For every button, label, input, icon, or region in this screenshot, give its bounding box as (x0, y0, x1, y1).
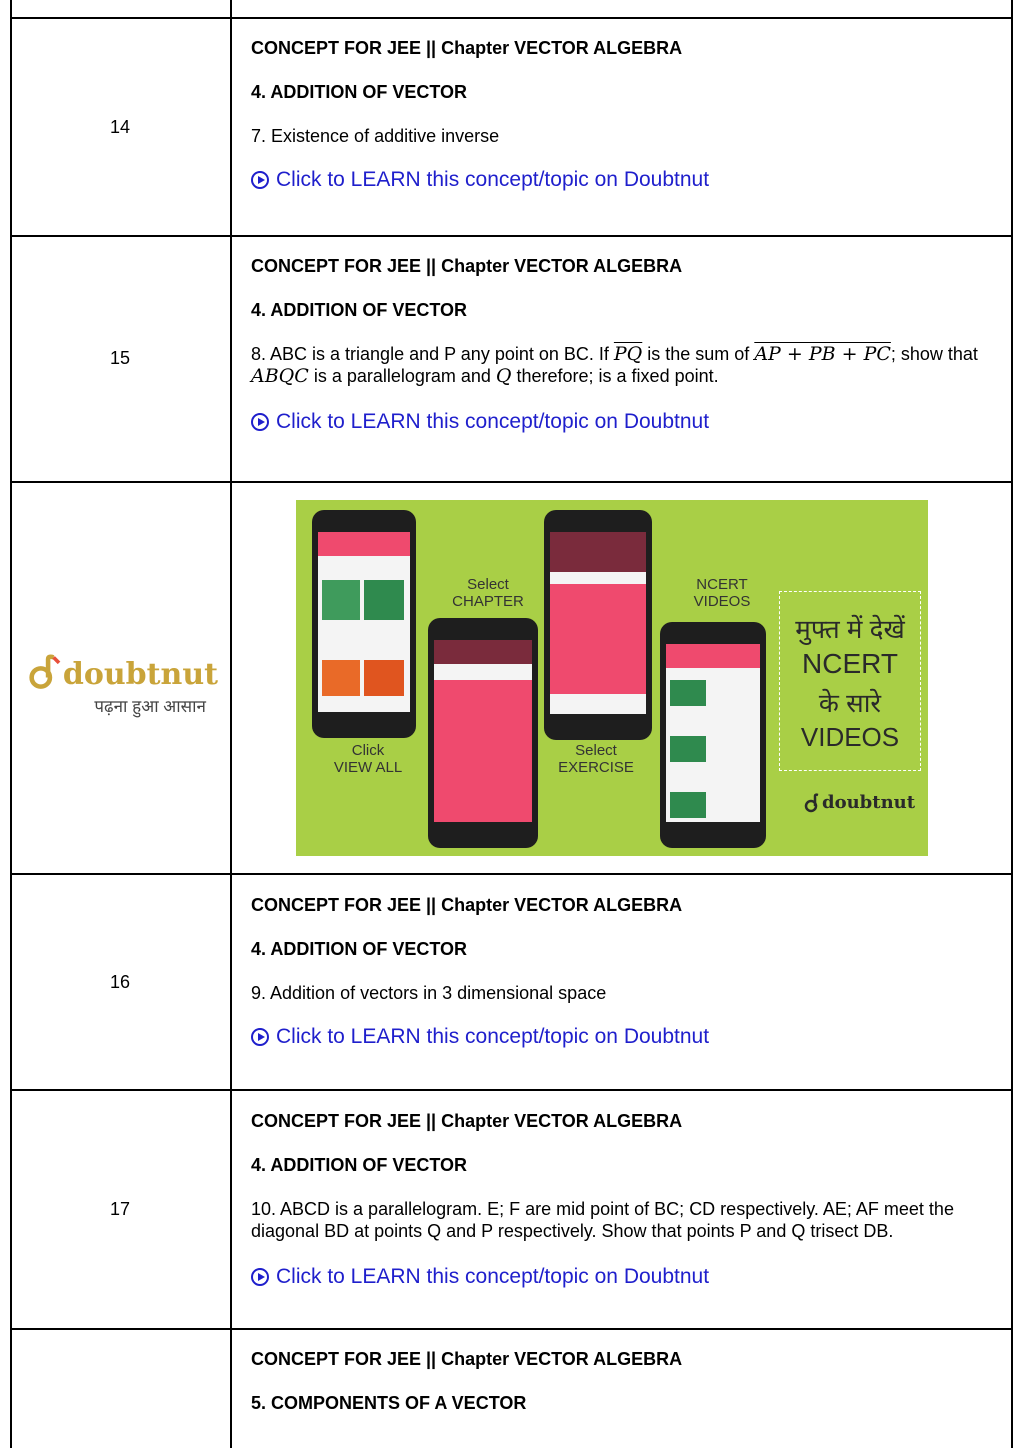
section-title: 4. ADDITION OF VECTOR (251, 300, 468, 320)
table-row (251, 1348, 1011, 1414)
row-number: 15 (109, 348, 131, 368)
table-border-left (10, 0, 12, 1448)
math-vector-sum: AP + PB + PC (754, 343, 891, 365)
table-row (251, 894, 1011, 1050)
learn-link[interactable] (251, 409, 1011, 435)
caption-select-chapter: Select CHAPTER (452, 576, 524, 610)
question-text: 8. ABC is a triangle and P any point on BC. If $\overline{PQ}$ is the sum of AP + PB + PC; show that ABQC is a parallelogram and Q therefore; is a fixed point. (251, 343, 978, 387)
learn-link-label: Click to LEARN this concept/topic on Doubtnut (276, 1265, 710, 1288)
row-divider (10, 873, 1013, 875)
doubtnut-mark-icon (804, 793, 822, 813)
learn-link-label: Click to LEARN this concept/topic on Doubtnut (276, 168, 710, 191)
learn-link[interactable] (251, 1024, 1011, 1050)
row-divider (10, 235, 1013, 237)
concept-title: CONCEPT FOR JEE || Chapter VECTOR ALGEBRA (251, 895, 683, 915)
play-circle-icon (251, 1028, 269, 1046)
learn-link-label: Click to LEARN this concept/topic on Doubtnut (276, 410, 710, 433)
logo-text: doubtnut (62, 657, 218, 692)
caption-click-view-all: Click VIEW ALL (333, 742, 403, 776)
math-q: Q (495, 365, 512, 387)
question-text: 10. ABCD is a parallelogram. E; F are mid point of BC; CD respectively. AE; AF meet the diagonal BD at points Q and P respectively. Show that points P and Q trisect DB. (251, 1199, 954, 1241)
math-pq: $\overline{PQ}$ (613, 343, 643, 365)
section-title: 4. ADDITION OF VECTOR (251, 1155, 468, 1175)
promo-banner[interactable] (296, 500, 928, 856)
phone-library (312, 510, 416, 738)
math-abqc: ABQC (251, 365, 309, 387)
learn-link[interactable] (251, 1264, 1011, 1290)
play-circle-icon (251, 171, 269, 189)
banner-logo: doubtnut (804, 792, 915, 813)
question-text: 7. Existence of additive inverse (251, 126, 500, 146)
promo-line: VIDEOS (800, 722, 900, 752)
concept-title: CONCEPT FOR JEE || Chapter VECTOR ALGEBRA (251, 256, 683, 276)
doubtnut-logo (28, 648, 218, 717)
doubtnut-mark-icon (28, 652, 61, 692)
table-row (251, 255, 1011, 435)
concept-title: CONCEPT FOR JEE || Chapter VECTOR ALGEBRA (251, 1349, 683, 1369)
section-title: 5. COMPONENTS OF A VECTOR (251, 1393, 527, 1413)
promo-line: के सारे (818, 688, 882, 718)
phone-screen (318, 532, 410, 712)
row-divider (10, 481, 1013, 483)
caption-ncert-videos: NCERT VIDEOS (693, 576, 751, 610)
caption-select-exercise: Select EXERCISE (558, 742, 634, 776)
concept-title: CONCEPT FOR JEE || Chapter VECTOR ALGEBRA (251, 38, 683, 58)
section-title: 4. ADDITION OF VECTOR (251, 939, 468, 959)
phone-exercises (544, 510, 652, 740)
promo-line: NCERT (802, 648, 898, 679)
row-divider (10, 1328, 1013, 1330)
phone-videos (660, 622, 766, 848)
logo-tagline: पढ़ना हुआ आसान (94, 697, 206, 716)
row-divider (10, 17, 1013, 19)
learn-link[interactable] (251, 167, 1011, 193)
phone-chapters (428, 618, 538, 848)
table-row (251, 37, 1011, 193)
play-circle-icon (251, 413, 269, 431)
table-border-right (1011, 0, 1013, 1448)
concept-title: CONCEPT FOR JEE || Chapter VECTOR ALGEBRA (251, 1111, 683, 1131)
column-divider (230, 0, 232, 1448)
play-circle-icon (251, 1268, 269, 1286)
learn-link-label: Click to LEARN this concept/topic on Doubtnut (276, 1025, 710, 1048)
row-number: 17 (109, 1199, 131, 1219)
promo-box (779, 591, 921, 771)
table-row (251, 1110, 1011, 1290)
promo-line: मुफ्त में देखें (795, 614, 905, 644)
row-divider (10, 1089, 1013, 1091)
question-text: 9. Addition of vectors in 3 dimensional space (251, 983, 607, 1003)
row-number: 14 (109, 117, 131, 137)
section-title: 4. ADDITION OF VECTOR (251, 82, 468, 102)
row-number: 16 (109, 972, 131, 992)
logo-wordmark (28, 648, 218, 692)
